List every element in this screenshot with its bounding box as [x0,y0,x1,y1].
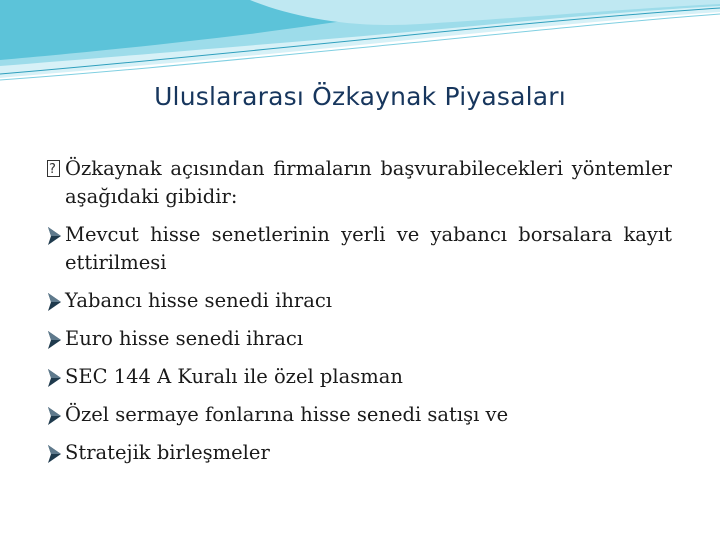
arrow-bullet-icon [47,401,65,426]
bullet-item [47,325,672,353]
missing-glyph-box-icon [47,155,65,185]
bullet-list [47,221,672,467]
arrow-bullet-icon [47,287,65,312]
bullet-text: Euro hisse senedi ihracı [65,327,304,350]
header-wave-decoration [0,0,720,90]
bullet-text: Özel sermaye fonlarına hisse senedi satışı ve [65,403,509,426]
bullet-item [47,287,672,315]
bullet-text: Yabancı hisse senedi ihracı [65,289,333,312]
slide-content [47,155,672,477]
bullet-text: SEC 144 A Kuralı ile özel plasman [65,365,403,388]
bullet-item [47,401,672,429]
slide-title: Uluslararası Özkaynak Piyasaları [154,82,566,111]
intro-text: Özkaynak açısından firmaların başvurabilecekleri yöntemler aşağıdaki gibidir: [65,157,672,208]
bullet-text: Mevcut hisse senetlerinin yerli ve yabancı borsalara kayıt ettirilmesi [65,223,672,274]
intro-paragraph [47,155,672,211]
bullet-item [47,439,672,467]
bullet-item [47,221,672,277]
bullet-text: Stratejik birleşmeler [65,441,270,464]
arrow-bullet-icon [47,439,65,464]
arrow-bullet-icon [47,325,65,350]
arrow-bullet-icon [47,221,65,246]
bullet-item [47,363,672,391]
arrow-bullet-icon [47,363,65,388]
